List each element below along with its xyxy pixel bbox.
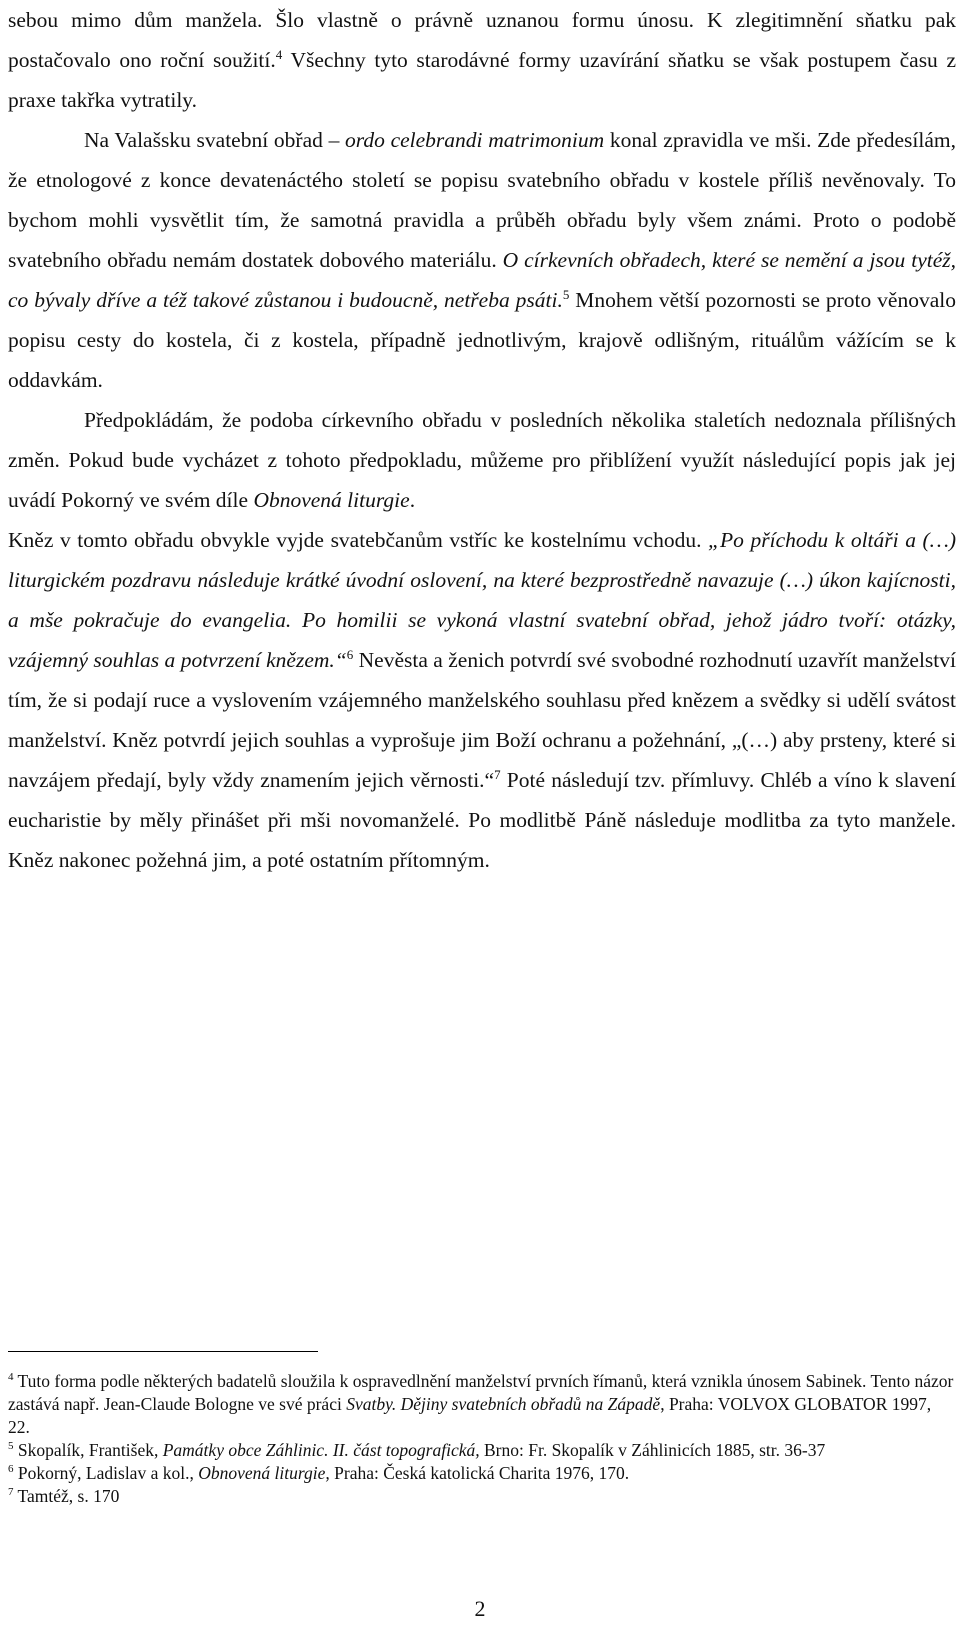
book-title: Obnovená liturgie [253, 488, 410, 512]
footnote-4: $^4$ Tuto forma podle některých badatelů sloužila k ospravedlnění manželství prvních římanů, která vznikla únosem Sabinek. Tento názor zastává např. Jean-Claude Bologne ve své práci Svatby. Dějiny svatebních obřadů na Západě, Praha: VOLVOX GLOBATOR 1997, 22. [8, 1371, 954, 1437]
footnotes [8, 1351, 956, 1508]
paragraph-4: Kněz v tomto obřadu obvykle vyjde svatebčanům vstříc ke kostelnímu vchodu. „Po příchodu k oltáři a (…) liturgickém pozdravu následuje krátké úvodní oslovení, na které bezprostředně navazuje (…) úkon kajícnosti, a mše pokračuje do evangelia. Po homilii se vykoná vlastní svatební obřad, jehož jádro tvoří: otázky, vzájemný souhlas a potvrzení knězem.“$^6$ Nevěsta a ženich potvrdí své svobodné rozhodnutí uzavřít manželství tím, že si podají ruce a vyslovením vzájemného manželského souhlasu před knězem a svědky si udělí svátost manželství. Kněz potvrdí jejich souhlas a vyprošuje jim Boží ochranu a požehnání, „(…) aby prsteny, které si navzájem předají, byly vždy znamením jejich věrnosti.“$^7$ Poté následují tzv. přímluvy. Chléb a víno k slavení eucharistie by měly přinášet při mši novomanželé. Po modlitbě Páně následuje modlitba za tyto manžele. Kněz nakonec požehná jim, a poté ostatním přítomným. [8, 528, 957, 872]
quote-pokorny: „Po příchodu k oltáři a (…) liturgickém pozdravu následuje krátké úvodní oslovení, na které bezprostředně navazuje (…) úkon kajícnosti, a mše pokračuje do evangelia. Po homilii se vykoná vlastní svatební obřad, jehož jádro tvoří: otázky, vzájemný souhlas a potvrzení knězem.“ [8, 528, 956, 672]
footnote-ref-5[interactable]: 5 [562, 286, 570, 302]
footnote-ref-4[interactable]: 4 [275, 46, 283, 62]
paragraph-1: sebou mimo dům manžela. Šlo vlastně o právně uznanou formu únosu. K zlegitimnění sňatku pak postačovalo ono roční soužití.$^4$ Všechny tyto starodávné formy uzavírání sňatku se však postupem času z praxe takřka vytratily. [8, 8, 956, 112]
footnote-separator [8, 1351, 318, 1352]
footnote-6: $^6$ Pokorný, Ladislav a kol., Obnovená liturgie, Praha: Česká katolická Charita 1976, 170. [8, 1463, 630, 1483]
footnote-ref-7[interactable]: 7 [494, 766, 501, 782]
body-text [8, 0, 956, 880]
paragraph-2: Na Valašsku svatební obřad – ordo celebrandi matrimonium konal zpravidla ve mši. Zde předesílám, že etnologové z konce devatenáctého století se popisu svatebního obřadu v kostele příliš nevěnovaly. To bychom mohli vysvětlit tím, že samotná pravidla a průběh obřadu byly všem známi. Proto o podobě svatebního obřadu nemám dostatek dobového materiálu. O církevních obřadech, které se nemění a jsou tytéž, co bývaly dříve a též takové zůstanou i budoucně, netřeba psáti.$^5$ Mnohem větší pozornosti se proto věnovalo popisu cesty do kostela, či z kostela, případně jednotlivým, krajově odlišným, rituálům vážícím se k oddavkám. [8, 128, 957, 392]
page-number: 2 [474, 1596, 486, 1621]
paragraph-3: Předpokládám, že podoba církevního obřadu v posledních několika staletích nedoznala přílišných změn. Pokud bude vycházet z tohoto předpokladu, můžeme pro přiblížení využít následující popis jak jej uvádí Pokorný ve svém díle Obnovená liturgie. [8, 408, 956, 512]
footnote-5: $^5$ Skopalík, František, Památky obce Záhlinic. II. část topografická, Brno: Fr. Skopalík v Záhlinicích 1885, str. 36-37 [8, 1440, 826, 1460]
footnote-ref-6[interactable]: 6 [346, 646, 354, 662]
quote-skopalik: O církevních obřadech, které se nemění a jsou tytéž, co bývaly dříve a též takové zůstanou i budoucně, netřeba psáti. [8, 248, 956, 312]
footnote-7: $^7$ Tamtéž, s. 170 [8, 1486, 120, 1506]
